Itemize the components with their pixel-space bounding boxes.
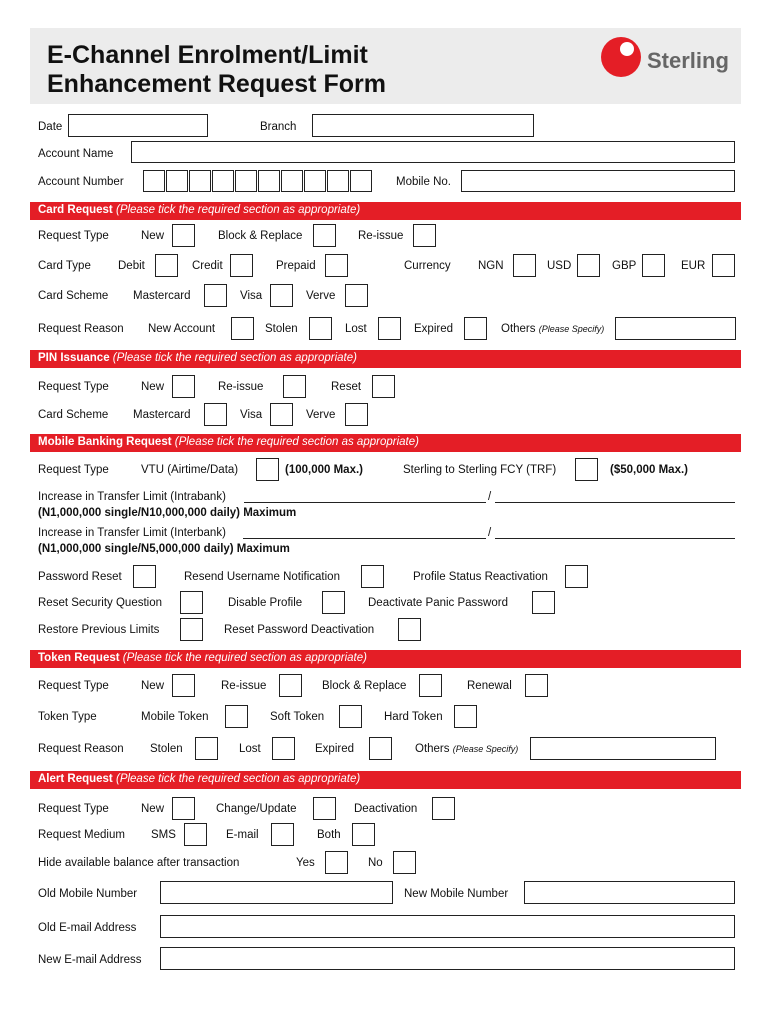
card-stolen-label: Stolen (265, 323, 298, 335)
branch-field[interactable] (312, 114, 534, 137)
both-checkbox[interactable] (352, 823, 375, 846)
card-debit-label: Debit (118, 260, 145, 272)
card-mastercard-checkbox[interactable] (204, 284, 227, 307)
card-visa-label: Visa (240, 290, 263, 302)
mobile-no-label: Mobile No. (396, 176, 451, 188)
intrabank-slash: / (488, 491, 492, 503)
token-stolen-label: Stolen (150, 743, 183, 755)
date-label: Date (38, 121, 63, 133)
email-checkbox[interactable] (271, 823, 294, 846)
ngn-checkbox[interactable] (513, 254, 536, 277)
old-mobile-field[interactable] (160, 881, 393, 904)
card-verve-label: Verve (306, 290, 336, 302)
eur-checkbox[interactable] (712, 254, 735, 277)
mobile-token-label: Mobile Token (141, 711, 209, 723)
alert-new-checkbox[interactable] (172, 797, 195, 820)
card-please-specify: (Please Specify) (538, 324, 605, 334)
account-number-digit[interactable] (143, 170, 165, 192)
token-request-type-label: Request Type (38, 680, 109, 692)
intrabank-single-line[interactable] (244, 502, 486, 503)
account-number-digit[interactable] (327, 170, 349, 192)
token-request-reason-label: Request Reason (38, 743, 124, 755)
card-prepaid-checkbox[interactable] (325, 254, 348, 277)
card-new-account-label: New Account (148, 323, 216, 335)
interbank-max-label: (N1,000,000 single/N5,000,000 daily) Maximum (38, 543, 290, 555)
vtu-checkbox[interactable] (256, 458, 279, 481)
card-request-title: Card Request (38, 204, 113, 216)
ngn-label: NGN (478, 260, 504, 272)
card-mastercard-label: Mastercard (133, 290, 191, 302)
account-number-digit[interactable] (350, 170, 372, 192)
fcy-label: Sterling to Sterling FCY (TRF) (403, 464, 557, 476)
deactivate-panic-checkbox[interactable] (532, 591, 555, 614)
vtu-label: VTU (Airtime/Data) (141, 464, 239, 476)
intrabank-daily-line[interactable] (495, 502, 735, 503)
card-credit-checkbox[interactable] (230, 254, 253, 277)
mobile-banking-title: Mobile Banking Request (38, 436, 172, 448)
mobile-request-type-label: Request Type (38, 464, 109, 476)
pin-new-checkbox[interactable] (172, 375, 195, 398)
token-type-label: Token Type (38, 711, 97, 723)
alert-new-label: New (141, 803, 165, 815)
pin-visa-checkbox[interactable] (270, 403, 293, 426)
alert-deactivation-label: Deactivation (354, 803, 418, 815)
request-medium-label: Request Medium (38, 829, 125, 841)
resend-username-checkbox[interactable] (361, 565, 384, 588)
card-others-field[interactable] (615, 317, 736, 340)
deactivate-panic-label: Deactivate Panic Password (368, 597, 508, 609)
token-request-bar (30, 650, 741, 668)
card-visa-checkbox[interactable] (270, 284, 293, 307)
new-mobile-label: New Mobile Number (404, 888, 509, 900)
sterling-logo-text: Sterling (647, 48, 729, 73)
pin-card-scheme-label: Card Scheme (38, 409, 109, 421)
usd-label: USD (547, 260, 572, 272)
email-label: E-mail (226, 829, 259, 841)
mobile-banking-bar (30, 434, 741, 452)
old-mobile-label: Old Mobile Number (38, 888, 138, 900)
account-name-field[interactable] (131, 141, 735, 163)
token-expired-label: Expired (315, 743, 354, 755)
reset-password-deactivation-label: Reset Password Deactivation (224, 624, 375, 636)
pin-reset-checkbox[interactable] (372, 375, 395, 398)
interbank-slash: / (488, 527, 492, 539)
pin-request-type-label: Request Type (38, 381, 109, 393)
alert-request-type-label: Request Type (38, 803, 109, 815)
interbank-single-line[interactable] (243, 538, 486, 539)
interbank-label: Increase in Transfer Limit (Interbank) (38, 527, 226, 539)
new-mobile-field[interactable] (524, 881, 735, 904)
token-reissue-checkbox[interactable] (279, 674, 302, 697)
token-please-specify: (Please Specify) (452, 744, 519, 754)
restore-limits-checkbox[interactable] (180, 618, 203, 641)
token-request-note: (Please tick the required section as appropriate) (122, 652, 367, 664)
alert-request-title: Alert Request (38, 773, 113, 785)
account-number-digit[interactable] (166, 170, 188, 192)
card-type-label: Card Type (38, 260, 91, 272)
hard-token-label: Hard Token (384, 711, 443, 723)
account-number-digit[interactable] (281, 170, 303, 192)
pin-reset-label: Reset (331, 381, 362, 393)
card-expired-label: Expired (414, 323, 453, 335)
token-block-replace-checkbox[interactable] (419, 674, 442, 697)
pin-new-label: New (141, 381, 165, 393)
reset-security-label: Reset Security Question (38, 597, 163, 609)
hide-balance-yes-checkbox[interactable] (325, 851, 348, 874)
token-request-title: Token Request (38, 652, 120, 664)
card-expired-checkbox[interactable] (464, 317, 487, 340)
card-block-replace-label: Block & Replace (218, 230, 303, 242)
new-email-label: New E-mail Address (38, 954, 142, 966)
card-request-type-label: Request Type (38, 230, 109, 242)
account-number-label: Account Number (38, 176, 124, 188)
currency-label: Currency (404, 260, 451, 272)
sterling-logo-mark (600, 35, 644, 79)
token-lost-label: Lost (239, 743, 261, 755)
pin-issuance-bar (30, 350, 741, 368)
interbank-daily-line[interactable] (495, 538, 735, 539)
token-renewal-label: Renewal (467, 680, 512, 692)
hide-balance-no-label: No (368, 857, 383, 869)
card-others-label (501, 322, 604, 336)
hide-balance-no-checkbox[interactable] (393, 851, 416, 874)
password-reset-label: Password Reset (38, 571, 122, 583)
branch-label: Branch (260, 121, 297, 133)
card-verve-checkbox[interactable] (345, 284, 368, 307)
soft-token-checkbox[interactable] (339, 705, 362, 728)
new-email-field[interactable] (160, 947, 735, 970)
gbp-label: GBP (612, 260, 637, 272)
date-field[interactable] (68, 114, 208, 137)
account-number-digit[interactable] (212, 170, 234, 192)
token-new-checkbox[interactable] (172, 674, 195, 697)
hide-balance-label: Hide available balance after transaction (38, 857, 240, 869)
token-reissue-label: Re-issue (221, 680, 267, 692)
sterling-logo (600, 35, 740, 85)
old-email-field[interactable] (160, 915, 735, 938)
old-email-label: Old E-mail Address (38, 922, 137, 934)
card-others-text: Others (501, 323, 536, 335)
pin-mastercard-checkbox[interactable] (204, 403, 227, 426)
token-lost-checkbox[interactable] (272, 737, 295, 760)
fcy-max-label: ($50,000 Max.) (610, 464, 688, 476)
card-request-bar (30, 202, 741, 220)
card-new-account-checkbox[interactable] (231, 317, 254, 340)
token-new-label: New (141, 680, 165, 692)
restore-limits-label: Restore Previous Limits (38, 624, 160, 636)
card-new-checkbox[interactable] (172, 224, 195, 247)
intrabank-label: Increase in Transfer Limit (Intrabank) (38, 491, 226, 503)
token-others-field[interactable] (530, 737, 716, 760)
card-scheme-label: Card Scheme (38, 290, 109, 302)
card-request-reason-label: Request Reason (38, 323, 124, 335)
resend-username-label: Resend Username Notification (184, 571, 340, 583)
sms-label: SMS (151, 829, 176, 841)
reset-password-deactivation-checkbox[interactable] (398, 618, 421, 641)
token-others-text: Others (415, 743, 450, 755)
profile-status-label: Profile Status Reactivation (413, 571, 548, 583)
card-stolen-checkbox[interactable] (309, 317, 332, 340)
account-number-digit[interactable] (235, 170, 257, 192)
password-reset-checkbox[interactable] (133, 565, 156, 588)
pin-mastercard-label: Mastercard (133, 409, 191, 421)
gbp-checkbox[interactable] (642, 254, 665, 277)
pin-issuance-title: PIN Issuance (38, 352, 110, 364)
mobile-no-field[interactable] (461, 170, 735, 192)
card-reissue-label: Re-issue (358, 230, 404, 242)
disable-profile-checkbox[interactable] (322, 591, 345, 614)
account-number-digit[interactable] (189, 170, 211, 192)
both-label: Both (317, 829, 341, 841)
fcy-checkbox[interactable] (575, 458, 598, 481)
disable-profile-label: Disable Profile (228, 597, 303, 609)
hide-balance-yes-label: Yes (296, 857, 315, 869)
pin-reissue-checkbox[interactable] (283, 375, 306, 398)
card-credit-label: Credit (192, 260, 223, 272)
pin-verve-checkbox[interactable] (345, 403, 368, 426)
pin-verve-label: Verve (306, 409, 336, 421)
form-title-line1: E-Channel Enrolment/Limit (47, 41, 368, 69)
alert-request-note: (Please tick the required section as appropriate) (115, 773, 361, 785)
hard-token-checkbox[interactable] (454, 705, 477, 728)
mobile-token-checkbox[interactable] (225, 705, 248, 728)
token-stolen-checkbox[interactable] (195, 737, 218, 760)
pin-issuance-note: (Please tick the required section as appropriate) (112, 352, 357, 364)
alert-deactivation-checkbox[interactable] (432, 797, 455, 820)
intrabank-max-label: (N1,000,000 single/N10,000,000 daily) Maximum (38, 507, 297, 519)
sms-checkbox[interactable] (184, 823, 207, 846)
card-lost-checkbox[interactable] (378, 317, 401, 340)
card-lost-label: Lost (345, 323, 367, 335)
token-block-replace-label: Block & Replace (322, 680, 407, 692)
alert-request-bar (30, 771, 741, 789)
profile-status-checkbox[interactable] (565, 565, 588, 588)
form-title-line2: Enhancement Request Form (47, 70, 386, 98)
card-reissue-checkbox[interactable] (413, 224, 436, 247)
soft-token-label: Soft Token (270, 711, 325, 723)
card-debit-checkbox[interactable] (155, 254, 178, 277)
card-request-note: (Please tick the required section as appropriate) (115, 204, 361, 216)
card-new-label: New (141, 230, 165, 242)
token-expired-checkbox[interactable] (369, 737, 392, 760)
alert-change-update-checkbox[interactable] (313, 797, 336, 820)
token-renewal-checkbox[interactable] (525, 674, 548, 697)
account-number-digit[interactable] (304, 170, 326, 192)
alert-change-update-label: Change/Update (216, 803, 297, 815)
pin-reissue-label: Re-issue (218, 381, 264, 393)
token-others-label (415, 742, 518, 756)
usd-checkbox[interactable] (577, 254, 600, 277)
vtu-max-label: (100,000 Max.) (285, 464, 363, 476)
reset-security-checkbox[interactable] (180, 591, 203, 614)
mobile-banking-note: (Please tick the required section as appropriate) (174, 436, 419, 448)
account-number-digit[interactable] (258, 170, 280, 192)
account-name-label: Account Name (38, 148, 114, 160)
eur-label: EUR (681, 260, 706, 272)
pin-visa-label: Visa (240, 409, 263, 421)
card-block-replace-checkbox[interactable] (313, 224, 336, 247)
card-prepaid-label: Prepaid (276, 260, 316, 272)
